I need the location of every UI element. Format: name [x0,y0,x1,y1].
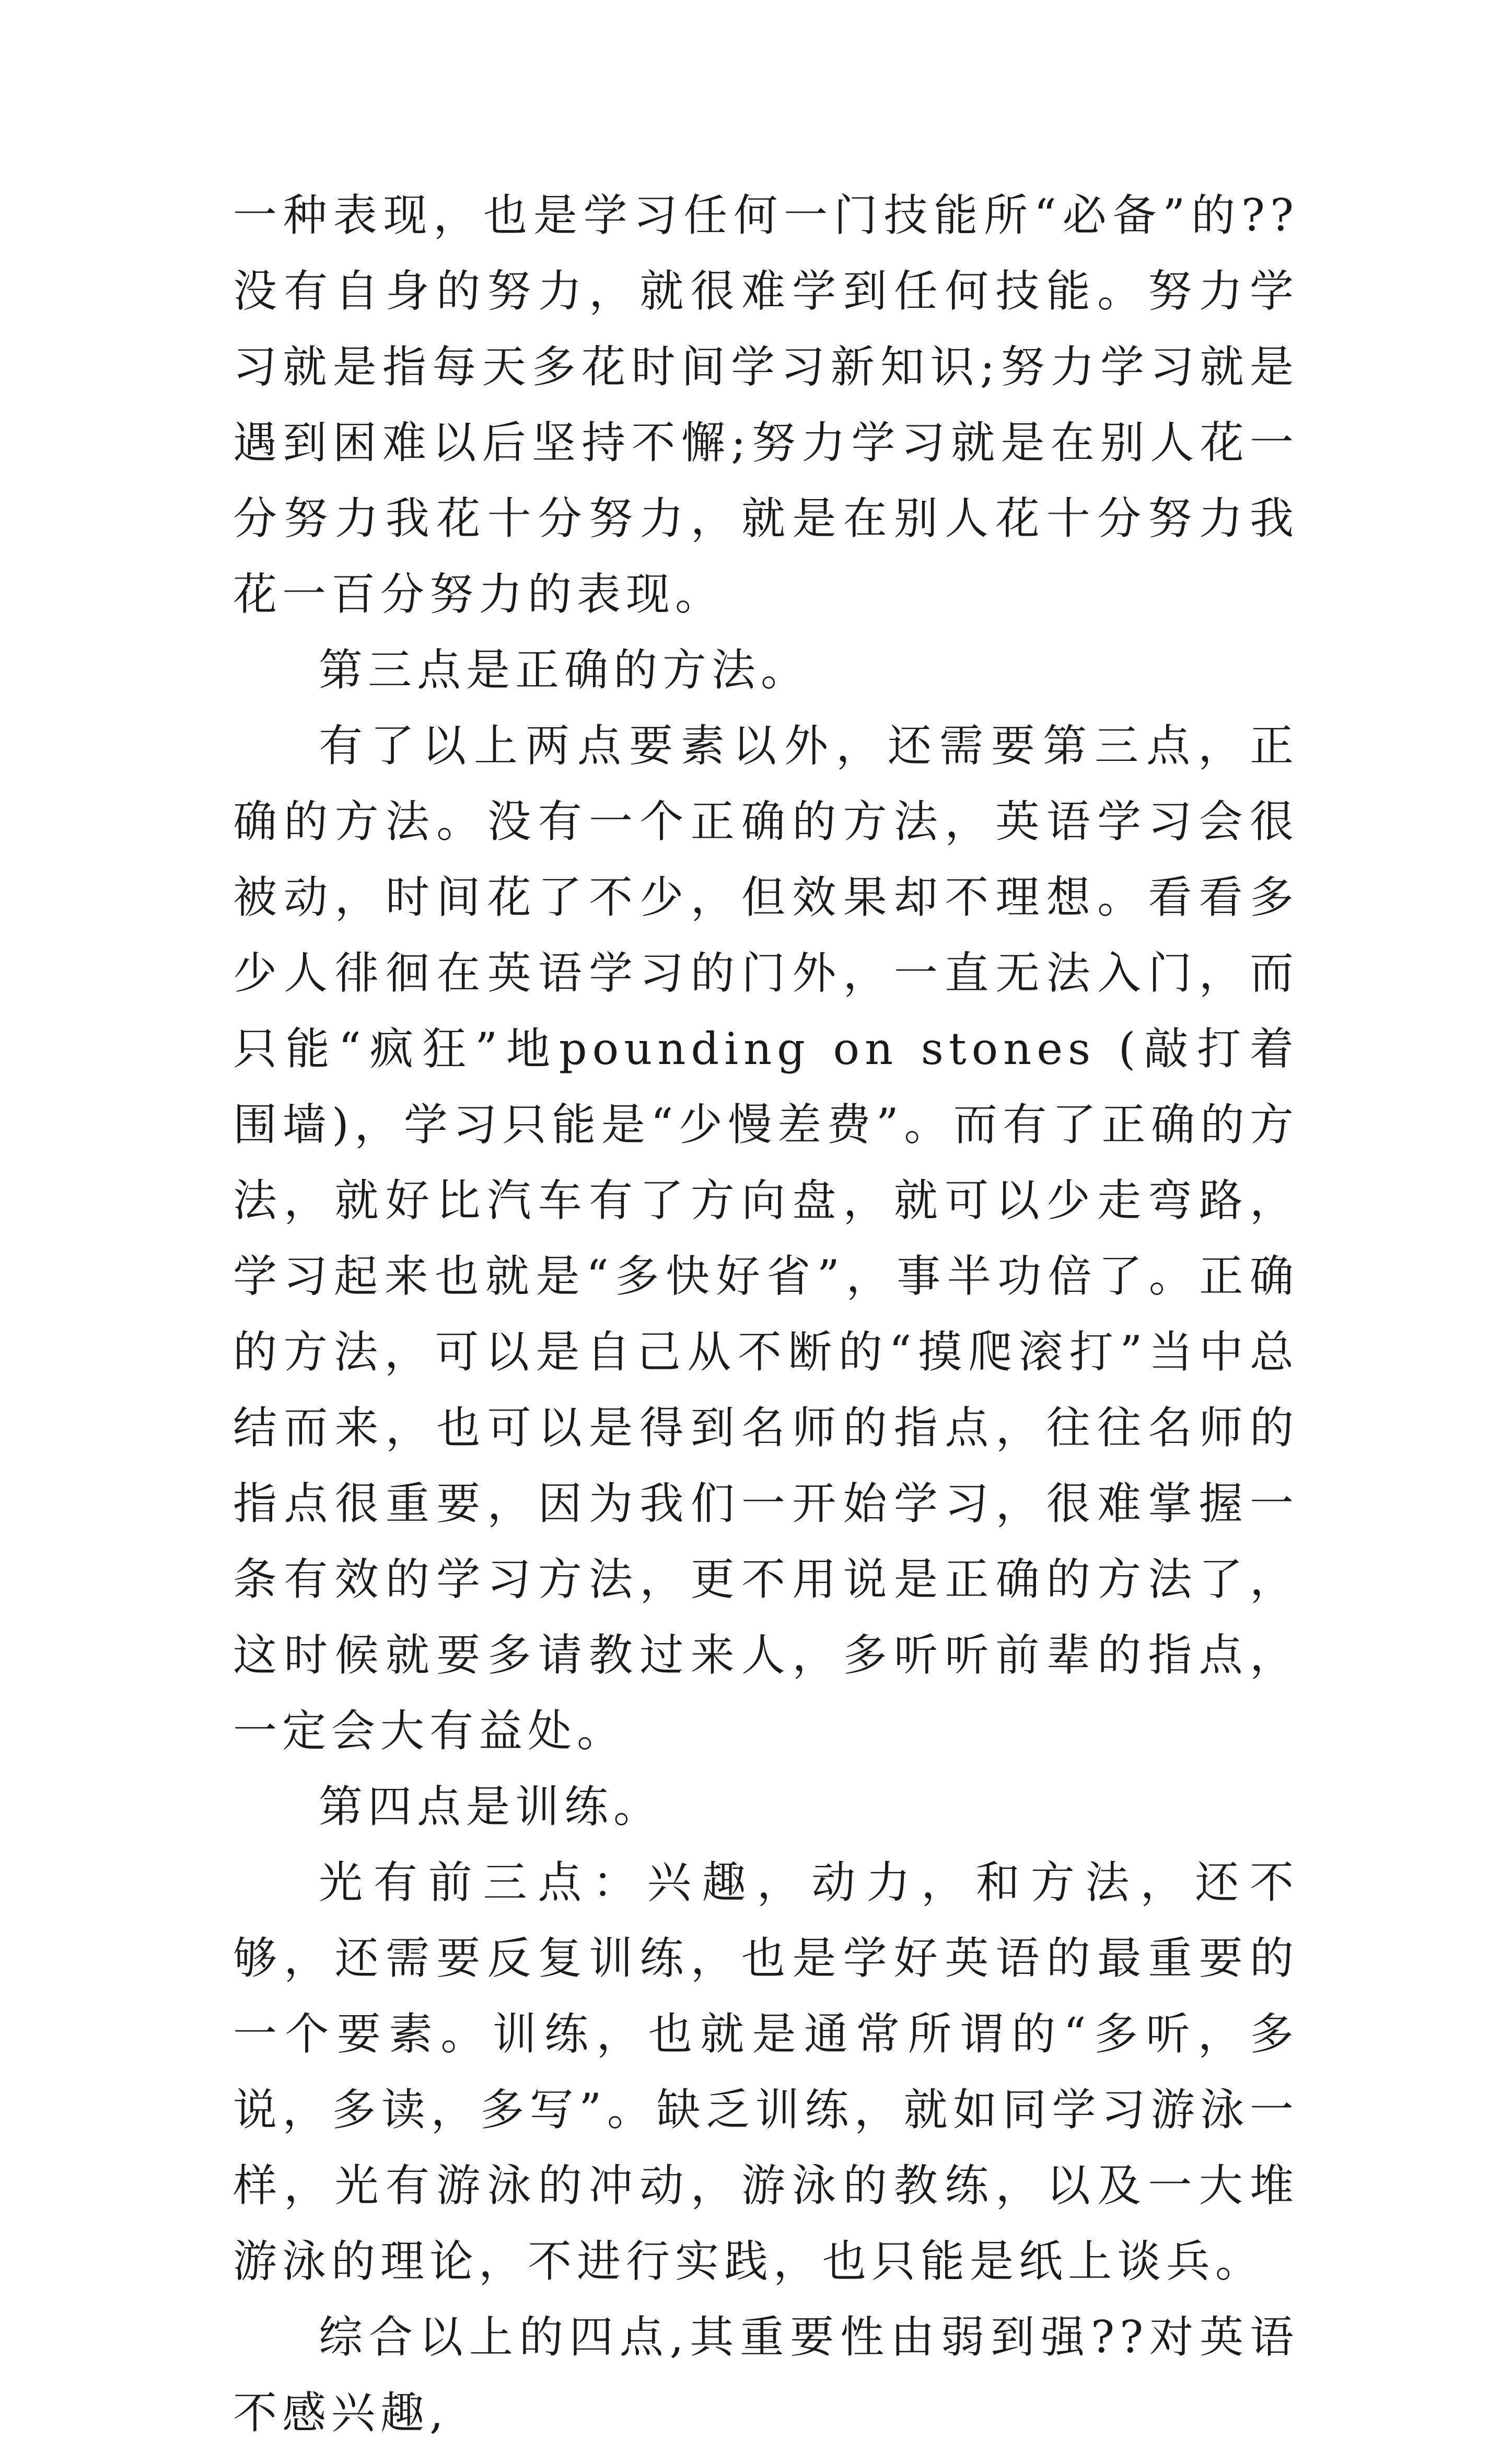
paragraph-heading-point-four: 第四点是训练。 [319,1781,663,1832]
paragraph-effort-continued: 一种表现，也是学习任何一门技能所“必备”的??没有自身的努力，就很难学到任何技能。努力学习就是指每天多花时间学习新知识;努力学习就是遇到困难以后坚持不懈;努力学习就是在别人花一分努力我花十分努力，就是在别人花十分努力我花一百分努力的表现。 [233,190,1299,620]
paragraph-training: 光有前三点：兴趣，动力，和方法，还不够，还需要反复训练，也是学好英语的最重要的一个要素。训练，也就是通常所谓的“多听，多说，多读，多写”。缺乏训练，就如同学习游泳一样，光有游泳的冲动，游泳的教练，以及一大堆游泳的理论，不进行实践，也只能是纸上谈兵。 [233,1857,1299,2287]
paragraph-summary: 综合以上的四点,其重要性由弱到强??对英语不感兴趣, [233,2311,1299,2438]
document-body [233,178,1299,2451]
paragraph-heading-point-three: 第三点是正确的方法。 [319,644,810,696]
paragraph-correct-method: 有了以上两点要素以外，还需要第三点，正确的方法。没有一个正确的方法，英语学习会很被动，时间花了不少，但效果却不理想。看看多少人徘徊在英语学习的门外，一直无法入门，而只能“疯狂”地pounding on stones (敲打着围墙)，学习只能是“少慢差费”。而有了正确的方法，就好比汽车有了方向盘，就可以少走弯路，学习起来也就是“多快好省”，事半功倍了。正确的方法，可以是自己从不断的“摸爬滚打”当中总结而来，也可以是得到名师的指点，往往名师的指点很重要，因为我们一开始学习，很难掌握一条有效的学习方法，更不用说是正确的方法了，这时候就要多请教过来人，多听听前辈的指点，一定会大有益处。 [233,720,1299,1756]
